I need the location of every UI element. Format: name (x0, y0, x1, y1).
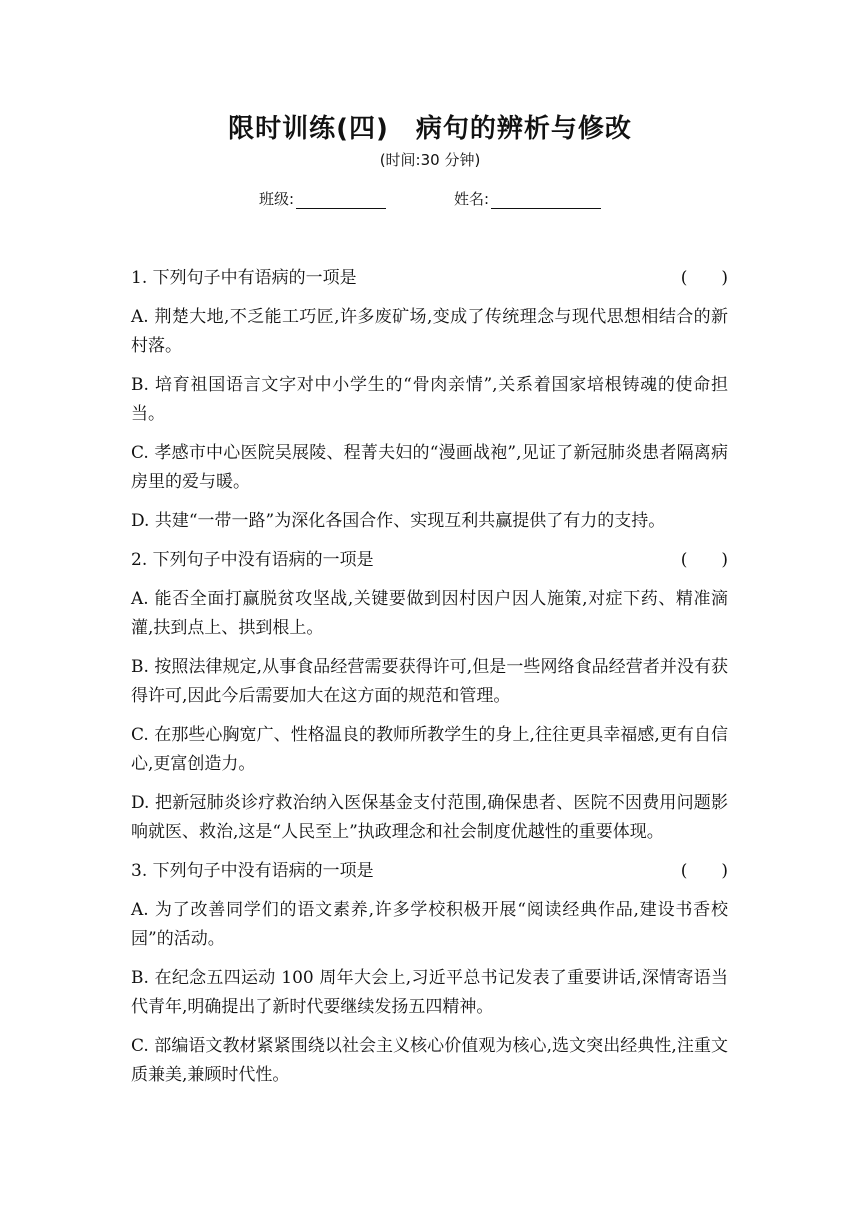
name-label: 姓名: (454, 190, 490, 208)
option-c: C. 部编语文教材紧紧围绕以社会主义核心价值观为核心,选文突出经典性,注重文质兼美,兼顾时代性。 (131, 1036, 728, 1085)
option-a: A. 荆楚大地,不乏能工巧匠,许多废矿场,变成了传统理念与现代思想相结合的新村落。 (131, 307, 728, 356)
question-stem (131, 857, 728, 886)
question-stem (131, 264, 728, 293)
name-blank (491, 190, 601, 209)
answer-bracket: ( ) (680, 268, 728, 288)
answer-bracket: ( ) (680, 861, 728, 881)
answer-bracket: ( ) (680, 550, 728, 570)
class-field (259, 188, 386, 209)
class-blank (296, 190, 386, 209)
option-d: D. 共建“一带一路”为深化各国合作、实现互利共赢提供了有力的支持。 (131, 511, 666, 531)
option-a: A. 为了改善同学们的语文素养,许多学校积极开展“阅读经典作品,建设书香校园”的活动。 (131, 900, 728, 949)
option-b: B. 培育祖国语言文字对中小学生的“骨肉亲情”,关系着国家培根铸魂的使命担当。 (131, 375, 728, 424)
question-text: 3. 下列句子中没有语病的一项是 (131, 861, 374, 881)
question-text: 2. 下列句子中没有语病的一项是 (131, 550, 374, 570)
class-label: 班级: (259, 190, 295, 208)
option-b: B. 按照法律规定,从事食品经营需要获得许可,但是一些网络食品经营者并没有获得许可,因此今后需要加大在这方面的规范和管理。 (131, 657, 728, 706)
name-field (454, 188, 601, 209)
option-c: C. 孝感市中心医院吴展陵、程菁夫妇的“漫画战袍”,见证了新冠肺炎患者隔离病房里的爱与暖。 (131, 443, 728, 492)
option-a: A. 能否全面打赢脱贫攻坚战,关键要做到因村因户因人施策,对症下药、精准滴灌,扶到点上、拱到根上。 (131, 589, 728, 638)
option-d: D. 把新冠肺炎诊疗救治纳入医保基金支付范围,确保患者、医院不因费用问题影响就医、救治,这是“人民至上”执政理念和社会制度优越性的重要体现。 (131, 793, 728, 842)
option-c: C. 在那些心胸宽广、性格温良的教师所教学生的身上,往往更具幸福感,更有自信心,更富创造力。 (131, 725, 728, 774)
question-stem (131, 546, 728, 575)
page-title: 限时训练(四) 病句的辨析与修改 (228, 114, 632, 144)
question-list (131, 264, 728, 1100)
question-text: 1. 下列句子中有语病的一项是 (131, 268, 357, 288)
option-b: B. 在纪念五四运动 100 周年大会上,习近平总书记发表了重要讲话,深情寄语当代青年,明确提出了新时代要继续发扬五四精神。 (131, 968, 728, 1017)
time-limit: (时间:30 分钟) (379, 151, 481, 169)
